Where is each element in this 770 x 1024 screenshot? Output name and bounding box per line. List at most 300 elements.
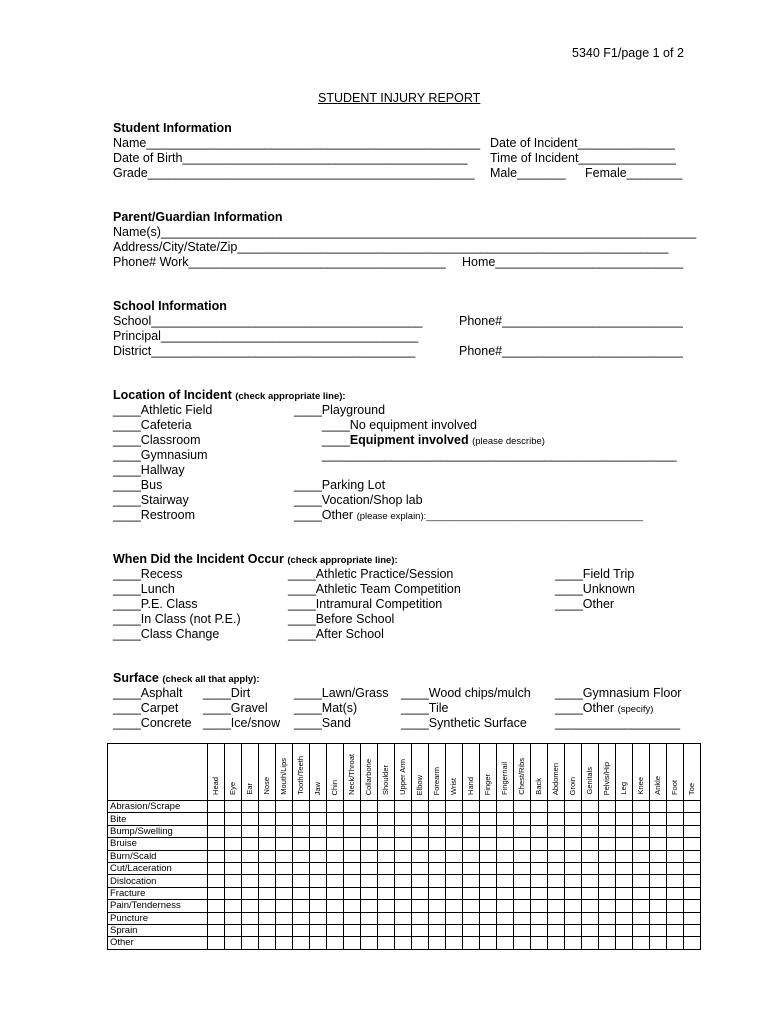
injury-check-cell[interactable] <box>378 900 395 912</box>
injury-check-cell[interactable] <box>531 838 548 850</box>
injury-check-cell[interactable] <box>548 838 565 850</box>
injury-check-cell[interactable] <box>310 900 327 912</box>
injury-check-cell[interactable] <box>497 937 514 949</box>
injury-check-cell[interactable] <box>582 813 599 825</box>
injury-check-cell[interactable] <box>242 825 259 837</box>
injury-check-cell[interactable] <box>565 937 582 949</box>
injury-check-cell[interactable] <box>225 900 242 912</box>
injury-check-cell[interactable] <box>548 937 565 949</box>
injury-check-cell[interactable] <box>446 924 463 936</box>
injury-check-cell[interactable] <box>480 862 497 874</box>
injury-check-cell[interactable] <box>259 801 276 813</box>
vocation-shop-option[interactable]: ____Vocation/Shop lab <box>294 493 423 507</box>
injury-check-cell[interactable] <box>616 862 633 874</box>
surface-option[interactable]: ____Sand <box>294 716 352 730</box>
injury-check-cell[interactable] <box>378 887 395 899</box>
when-option[interactable]: ____Other <box>555 597 615 611</box>
injury-check-cell[interactable] <box>480 813 497 825</box>
injury-check-cell[interactable] <box>684 838 701 850</box>
injury-check-cell[interactable] <box>208 801 225 813</box>
injury-check-cell[interactable] <box>344 937 361 949</box>
injury-check-cell[interactable] <box>446 850 463 862</box>
injury-check-cell[interactable] <box>242 813 259 825</box>
injury-check-cell[interactable] <box>463 875 480 887</box>
injury-check-cell[interactable] <box>242 801 259 813</box>
injury-check-cell[interactable] <box>497 862 514 874</box>
injury-check-cell[interactable] <box>616 924 633 936</box>
injury-check-cell[interactable] <box>361 900 378 912</box>
injury-check-cell[interactable] <box>650 801 667 813</box>
injury-check-cell[interactable] <box>463 887 480 899</box>
injury-check-cell[interactable] <box>667 801 684 813</box>
injury-check-cell[interactable] <box>582 875 599 887</box>
injury-check-cell[interactable] <box>412 875 429 887</box>
injury-check-cell[interactable] <box>684 937 701 949</box>
injury-check-cell[interactable] <box>446 813 463 825</box>
when-option[interactable]: ____Athletic Team Competition <box>288 582 461 596</box>
injury-check-cell[interactable] <box>650 924 667 936</box>
injury-check-cell[interactable] <box>667 875 684 887</box>
injury-check-cell[interactable] <box>582 850 599 862</box>
injury-check-cell[interactable] <box>242 912 259 924</box>
injury-check-cell[interactable] <box>412 825 429 837</box>
injury-check-cell[interactable] <box>514 937 531 949</box>
injury-check-cell[interactable] <box>497 900 514 912</box>
injury-check-cell[interactable] <box>599 838 616 850</box>
injury-check-cell[interactable] <box>480 887 497 899</box>
injury-check-cell[interactable] <box>616 825 633 837</box>
principal-field[interactable]: Principal_____________________________________ <box>113 329 419 343</box>
injury-check-cell[interactable] <box>616 900 633 912</box>
injury-check-cell[interactable] <box>293 937 310 949</box>
injury-check-cell[interactable] <box>429 813 446 825</box>
equipment-description-line[interactable]: ___________________________________________________ <box>322 448 677 462</box>
injury-check-cell[interactable] <box>616 875 633 887</box>
injury-check-cell[interactable] <box>429 900 446 912</box>
injury-check-cell[interactable] <box>667 825 684 837</box>
injury-check-cell[interactable] <box>395 862 412 874</box>
injury-check-cell[interactable] <box>667 900 684 912</box>
injury-check-cell[interactable] <box>633 924 650 936</box>
home-phone-field[interactable]: Home___________________________ <box>462 255 684 269</box>
location-option[interactable]: ____Cafeteria <box>113 418 192 432</box>
injury-check-cell[interactable] <box>242 850 259 862</box>
injury-check-cell[interactable] <box>497 801 514 813</box>
time-of-incident-field[interactable]: Time of Incident______________ <box>490 151 676 165</box>
injury-check-cell[interactable] <box>548 875 565 887</box>
injury-check-cell[interactable] <box>667 887 684 899</box>
surface-other-option[interactable] <box>555 701 653 717</box>
injury-check-cell[interactable] <box>514 825 531 837</box>
injury-check-cell[interactable] <box>667 813 684 825</box>
injury-check-cell[interactable] <box>327 912 344 924</box>
injury-check-cell[interactable] <box>599 850 616 862</box>
when-option[interactable]: ____Intramural Competition <box>288 597 443 611</box>
injury-check-cell[interactable] <box>293 838 310 850</box>
injury-check-cell[interactable] <box>667 924 684 936</box>
injury-check-cell[interactable] <box>276 900 293 912</box>
injury-check-cell[interactable] <box>480 850 497 862</box>
injury-check-cell[interactable] <box>276 924 293 936</box>
injury-check-cell[interactable] <box>378 937 395 949</box>
injury-check-cell[interactable] <box>412 838 429 850</box>
location-option[interactable]: ____Hallway <box>113 463 185 477</box>
injury-check-cell[interactable] <box>497 875 514 887</box>
injury-check-cell[interactable] <box>327 850 344 862</box>
injury-check-cell[interactable] <box>463 801 480 813</box>
injury-check-cell[interactable] <box>208 838 225 850</box>
injury-check-cell[interactable] <box>599 924 616 936</box>
injury-check-cell[interactable] <box>633 838 650 850</box>
location-other-option[interactable] <box>294 508 643 524</box>
injury-check-cell[interactable] <box>225 850 242 862</box>
injury-check-cell[interactable] <box>378 813 395 825</box>
injury-check-cell[interactable] <box>480 838 497 850</box>
injury-check-cell[interactable] <box>582 900 599 912</box>
injury-check-cell[interactable] <box>429 862 446 874</box>
injury-check-cell[interactable] <box>650 875 667 887</box>
injury-check-cell[interactable] <box>361 825 378 837</box>
injury-check-cell[interactable] <box>446 887 463 899</box>
injury-check-cell[interactable] <box>276 862 293 874</box>
injury-check-cell[interactable] <box>684 912 701 924</box>
injury-check-cell[interactable] <box>446 862 463 874</box>
injury-check-cell[interactable] <box>225 875 242 887</box>
injury-check-cell[interactable] <box>327 875 344 887</box>
surface-option[interactable]: ____Concrete <box>113 716 192 730</box>
injury-check-cell[interactable] <box>531 875 548 887</box>
parking-lot-option[interactable]: ____Parking Lot <box>294 478 386 492</box>
injury-check-cell[interactable] <box>463 924 480 936</box>
injury-check-cell[interactable] <box>242 937 259 949</box>
injury-check-cell[interactable] <box>259 875 276 887</box>
surface-option[interactable]: ____Ice/snow <box>203 716 281 730</box>
injury-check-cell[interactable] <box>548 887 565 899</box>
injury-check-cell[interactable] <box>208 813 225 825</box>
injury-check-cell[interactable] <box>684 887 701 899</box>
injury-check-cell[interactable] <box>259 813 276 825</box>
injury-check-cell[interactable] <box>293 875 310 887</box>
injury-check-cell[interactable] <box>293 825 310 837</box>
injury-check-cell[interactable] <box>225 912 242 924</box>
injury-check-cell[interactable] <box>633 862 650 874</box>
injury-check-cell[interactable] <box>531 912 548 924</box>
surface-option[interactable]: ____Dirt <box>203 686 251 700</box>
injury-check-cell[interactable] <box>429 937 446 949</box>
injury-check-cell[interactable] <box>225 813 242 825</box>
injury-check-cell[interactable] <box>599 937 616 949</box>
injury-check-cell[interactable] <box>531 825 548 837</box>
equipment-involved-option[interactable] <box>322 433 545 449</box>
injury-check-cell[interactable] <box>446 875 463 887</box>
injury-check-cell[interactable] <box>633 825 650 837</box>
injury-check-cell[interactable] <box>276 801 293 813</box>
injury-check-cell[interactable] <box>225 801 242 813</box>
injury-check-cell[interactable] <box>582 937 599 949</box>
injury-check-cell[interactable] <box>480 825 497 837</box>
injury-check-cell[interactable] <box>361 875 378 887</box>
injury-check-cell[interactable] <box>225 887 242 899</box>
injury-check-cell[interactable] <box>208 850 225 862</box>
injury-check-cell[interactable] <box>633 875 650 887</box>
injury-check-cell[interactable] <box>242 862 259 874</box>
injury-check-cell[interactable] <box>310 912 327 924</box>
injury-check-cell[interactable] <box>327 937 344 949</box>
surface-option[interactable]: ____Gravel <box>203 701 268 715</box>
location-option[interactable]: ____Bus <box>113 478 163 492</box>
injury-check-cell[interactable] <box>378 875 395 887</box>
injury-check-cell[interactable] <box>565 825 582 837</box>
injury-check-cell[interactable] <box>480 801 497 813</box>
injury-check-cell[interactable] <box>276 850 293 862</box>
injury-check-cell[interactable] <box>599 825 616 837</box>
injury-check-cell[interactable] <box>259 850 276 862</box>
injury-check-cell[interactable] <box>208 912 225 924</box>
injury-check-cell[interactable] <box>633 937 650 949</box>
when-option[interactable]: ____Lunch <box>113 582 175 596</box>
injury-check-cell[interactable] <box>616 887 633 899</box>
injury-check-cell[interactable] <box>259 862 276 874</box>
parent-names-field[interactable]: Name(s)_____________________________________________________________________________ <box>113 225 697 239</box>
injury-check-cell[interactable] <box>344 850 361 862</box>
injury-check-cell[interactable] <box>361 801 378 813</box>
injury-check-cell[interactable] <box>565 887 582 899</box>
injury-check-cell[interactable] <box>616 838 633 850</box>
injury-check-cell[interactable] <box>599 875 616 887</box>
injury-check-cell[interactable] <box>667 850 684 862</box>
injury-check-cell[interactable] <box>514 924 531 936</box>
location-option[interactable]: ____Stairway <box>113 493 189 507</box>
injury-check-cell[interactable] <box>378 850 395 862</box>
injury-check-cell[interactable] <box>531 900 548 912</box>
injury-check-cell[interactable] <box>684 825 701 837</box>
injury-check-cell[interactable] <box>548 825 565 837</box>
injury-check-cell[interactable] <box>463 937 480 949</box>
injury-check-cell[interactable] <box>412 937 429 949</box>
injury-check-cell[interactable] <box>361 862 378 874</box>
injury-check-cell[interactable] <box>293 900 310 912</box>
injury-check-cell[interactable] <box>599 887 616 899</box>
injury-check-cell[interactable] <box>208 875 225 887</box>
surface-option[interactable]: ____Synthetic Surface <box>401 716 527 730</box>
injury-check-cell[interactable] <box>463 912 480 924</box>
injury-check-cell[interactable] <box>582 912 599 924</box>
injury-check-cell[interactable] <box>548 862 565 874</box>
injury-check-cell[interactable] <box>395 887 412 899</box>
injury-check-cell[interactable] <box>565 924 582 936</box>
injury-check-cell[interactable] <box>208 900 225 912</box>
injury-check-cell[interactable] <box>565 900 582 912</box>
injury-check-cell[interactable] <box>259 825 276 837</box>
injury-check-cell[interactable] <box>225 937 242 949</box>
address-field[interactable]: Address/City/State/Zip______________________________________________________________ <box>113 240 669 254</box>
injury-check-cell[interactable] <box>514 912 531 924</box>
injury-check-cell[interactable] <box>633 850 650 862</box>
injury-check-cell[interactable] <box>599 813 616 825</box>
injury-check-cell[interactable] <box>293 862 310 874</box>
injury-check-cell[interactable] <box>344 862 361 874</box>
injury-check-cell[interactable] <box>225 825 242 837</box>
injury-check-cell[interactable] <box>225 924 242 936</box>
injury-check-cell[interactable] <box>412 900 429 912</box>
injury-check-cell[interactable] <box>361 838 378 850</box>
injury-check-cell[interactable] <box>412 801 429 813</box>
injury-check-cell[interactable] <box>310 813 327 825</box>
injury-check-cell[interactable] <box>344 825 361 837</box>
injury-check-cell[interactable] <box>361 924 378 936</box>
injury-check-cell[interactable] <box>344 813 361 825</box>
injury-check-cell[interactable] <box>310 862 327 874</box>
injury-check-cell[interactable] <box>599 900 616 912</box>
injury-check-cell[interactable] <box>276 875 293 887</box>
injury-check-cell[interactable] <box>531 813 548 825</box>
injury-check-cell[interactable] <box>259 838 276 850</box>
male-field[interactable]: Male_______ <box>490 166 566 180</box>
injury-check-cell[interactable] <box>293 924 310 936</box>
work-phone-field[interactable]: Phone# Work_____________________________________ <box>113 255 446 269</box>
injury-check-cell[interactable] <box>327 924 344 936</box>
injury-check-cell[interactable] <box>395 838 412 850</box>
grade-field[interactable]: Grade_______________________________________________ <box>113 166 475 180</box>
injury-check-cell[interactable] <box>684 900 701 912</box>
injury-check-cell[interactable] <box>531 924 548 936</box>
school-field[interactable]: School_______________________________________ <box>113 314 423 328</box>
injury-check-cell[interactable] <box>497 912 514 924</box>
injury-check-cell[interactable] <box>463 825 480 837</box>
injury-check-cell[interactable] <box>327 900 344 912</box>
injury-check-cell[interactable] <box>361 912 378 924</box>
injury-check-cell[interactable] <box>497 887 514 899</box>
injury-check-cell[interactable] <box>616 937 633 949</box>
injury-check-cell[interactable] <box>412 912 429 924</box>
injury-check-cell[interactable] <box>208 825 225 837</box>
injury-check-cell[interactable] <box>446 937 463 949</box>
injury-check-cell[interactable] <box>344 912 361 924</box>
when-option[interactable]: ____In Class (not P.E.) <box>113 612 241 626</box>
injury-check-cell[interactable] <box>378 825 395 837</box>
injury-check-cell[interactable] <box>548 912 565 924</box>
injury-check-cell[interactable] <box>327 838 344 850</box>
injury-check-cell[interactable] <box>650 937 667 949</box>
female-field[interactable]: Female________ <box>585 166 683 180</box>
injury-check-cell[interactable] <box>548 850 565 862</box>
injury-check-cell[interactable] <box>242 875 259 887</box>
injury-check-cell[interactable] <box>650 850 667 862</box>
injury-check-cell[interactable] <box>514 875 531 887</box>
surface-option[interactable]: ____Wood chips/mulch <box>401 686 531 700</box>
injury-check-cell[interactable] <box>463 838 480 850</box>
injury-check-cell[interactable] <box>242 924 259 936</box>
injury-check-cell[interactable] <box>395 900 412 912</box>
injury-check-cell[interactable] <box>446 838 463 850</box>
student-name-field[interactable]: Name________________________________________________ <box>113 136 481 150</box>
injury-check-cell[interactable] <box>344 900 361 912</box>
injury-check-cell[interactable] <box>310 937 327 949</box>
injury-check-cell[interactable] <box>497 850 514 862</box>
injury-check-cell[interactable] <box>395 912 412 924</box>
injury-check-cell[interactable] <box>276 813 293 825</box>
injury-check-cell[interactable] <box>412 924 429 936</box>
injury-check-cell[interactable] <box>684 862 701 874</box>
injury-check-cell[interactable] <box>667 937 684 949</box>
injury-check-cell[interactable] <box>548 924 565 936</box>
no-equipment-option[interactable]: ____No equipment involved <box>322 418 477 432</box>
injury-check-cell[interactable] <box>667 838 684 850</box>
injury-check-cell[interactable] <box>242 838 259 850</box>
injury-check-cell[interactable] <box>310 887 327 899</box>
injury-check-cell[interactable] <box>429 838 446 850</box>
injury-check-cell[interactable] <box>497 924 514 936</box>
injury-check-cell[interactable] <box>327 801 344 813</box>
injury-check-cell[interactable] <box>531 850 548 862</box>
injury-check-cell[interactable] <box>310 924 327 936</box>
district-phone-field[interactable]: Phone#__________________________ <box>459 344 683 358</box>
injury-check-cell[interactable] <box>276 887 293 899</box>
date-of-birth-field[interactable]: Date of Birth_________________________________________ <box>113 151 468 165</box>
injury-check-cell[interactable] <box>684 850 701 862</box>
injury-check-cell[interactable] <box>480 937 497 949</box>
injury-check-cell[interactable] <box>565 862 582 874</box>
injury-check-cell[interactable] <box>684 813 701 825</box>
injury-check-cell[interactable] <box>480 912 497 924</box>
injury-check-cell[interactable] <box>531 887 548 899</box>
when-option[interactable]: ____Recess <box>113 567 183 581</box>
playground-option[interactable]: ____Playground <box>294 403 386 417</box>
injury-check-cell[interactable] <box>293 813 310 825</box>
district-field[interactable]: District______________________________________ <box>113 344 416 358</box>
injury-check-cell[interactable] <box>616 801 633 813</box>
injury-check-cell[interactable] <box>446 825 463 837</box>
injury-check-cell[interactable] <box>344 838 361 850</box>
injury-check-cell[interactable] <box>361 813 378 825</box>
injury-check-cell[interactable] <box>463 900 480 912</box>
injury-check-cell[interactable] <box>548 801 565 813</box>
injury-check-cell[interactable] <box>429 887 446 899</box>
injury-check-cell[interactable] <box>259 900 276 912</box>
when-option[interactable]: ____Athletic Practice/Session <box>288 567 454 581</box>
injury-check-cell[interactable] <box>616 813 633 825</box>
injury-check-cell[interactable] <box>514 813 531 825</box>
injury-check-cell[interactable] <box>361 850 378 862</box>
injury-check-cell[interactable] <box>497 813 514 825</box>
when-option[interactable]: ____After School <box>288 627 384 641</box>
injury-check-cell[interactable] <box>293 801 310 813</box>
injury-check-cell[interactable] <box>633 801 650 813</box>
injury-check-cell[interactable] <box>565 875 582 887</box>
injury-check-cell[interactable] <box>667 862 684 874</box>
injury-check-cell[interactable] <box>327 813 344 825</box>
injury-check-cell[interactable] <box>412 862 429 874</box>
injury-check-cell[interactable] <box>599 912 616 924</box>
injury-check-cell[interactable] <box>344 887 361 899</box>
injury-check-cell[interactable] <box>429 924 446 936</box>
injury-check-cell[interactable] <box>480 924 497 936</box>
location-option[interactable]: ____Athletic Field <box>113 403 213 417</box>
injury-check-cell[interactable] <box>480 900 497 912</box>
injury-check-cell[interactable] <box>293 912 310 924</box>
injury-check-cell[interactable] <box>446 912 463 924</box>
injury-check-cell[interactable] <box>242 887 259 899</box>
injury-check-cell[interactable] <box>463 813 480 825</box>
injury-check-cell[interactable] <box>208 937 225 949</box>
injury-check-cell[interactable] <box>310 875 327 887</box>
injury-check-cell[interactable] <box>599 862 616 874</box>
injury-check-cell[interactable] <box>378 838 395 850</box>
injury-check-cell[interactable] <box>395 813 412 825</box>
injury-check-cell[interactable] <box>463 850 480 862</box>
injury-check-cell[interactable] <box>327 862 344 874</box>
when-option[interactable]: ____Class Change <box>113 627 220 641</box>
